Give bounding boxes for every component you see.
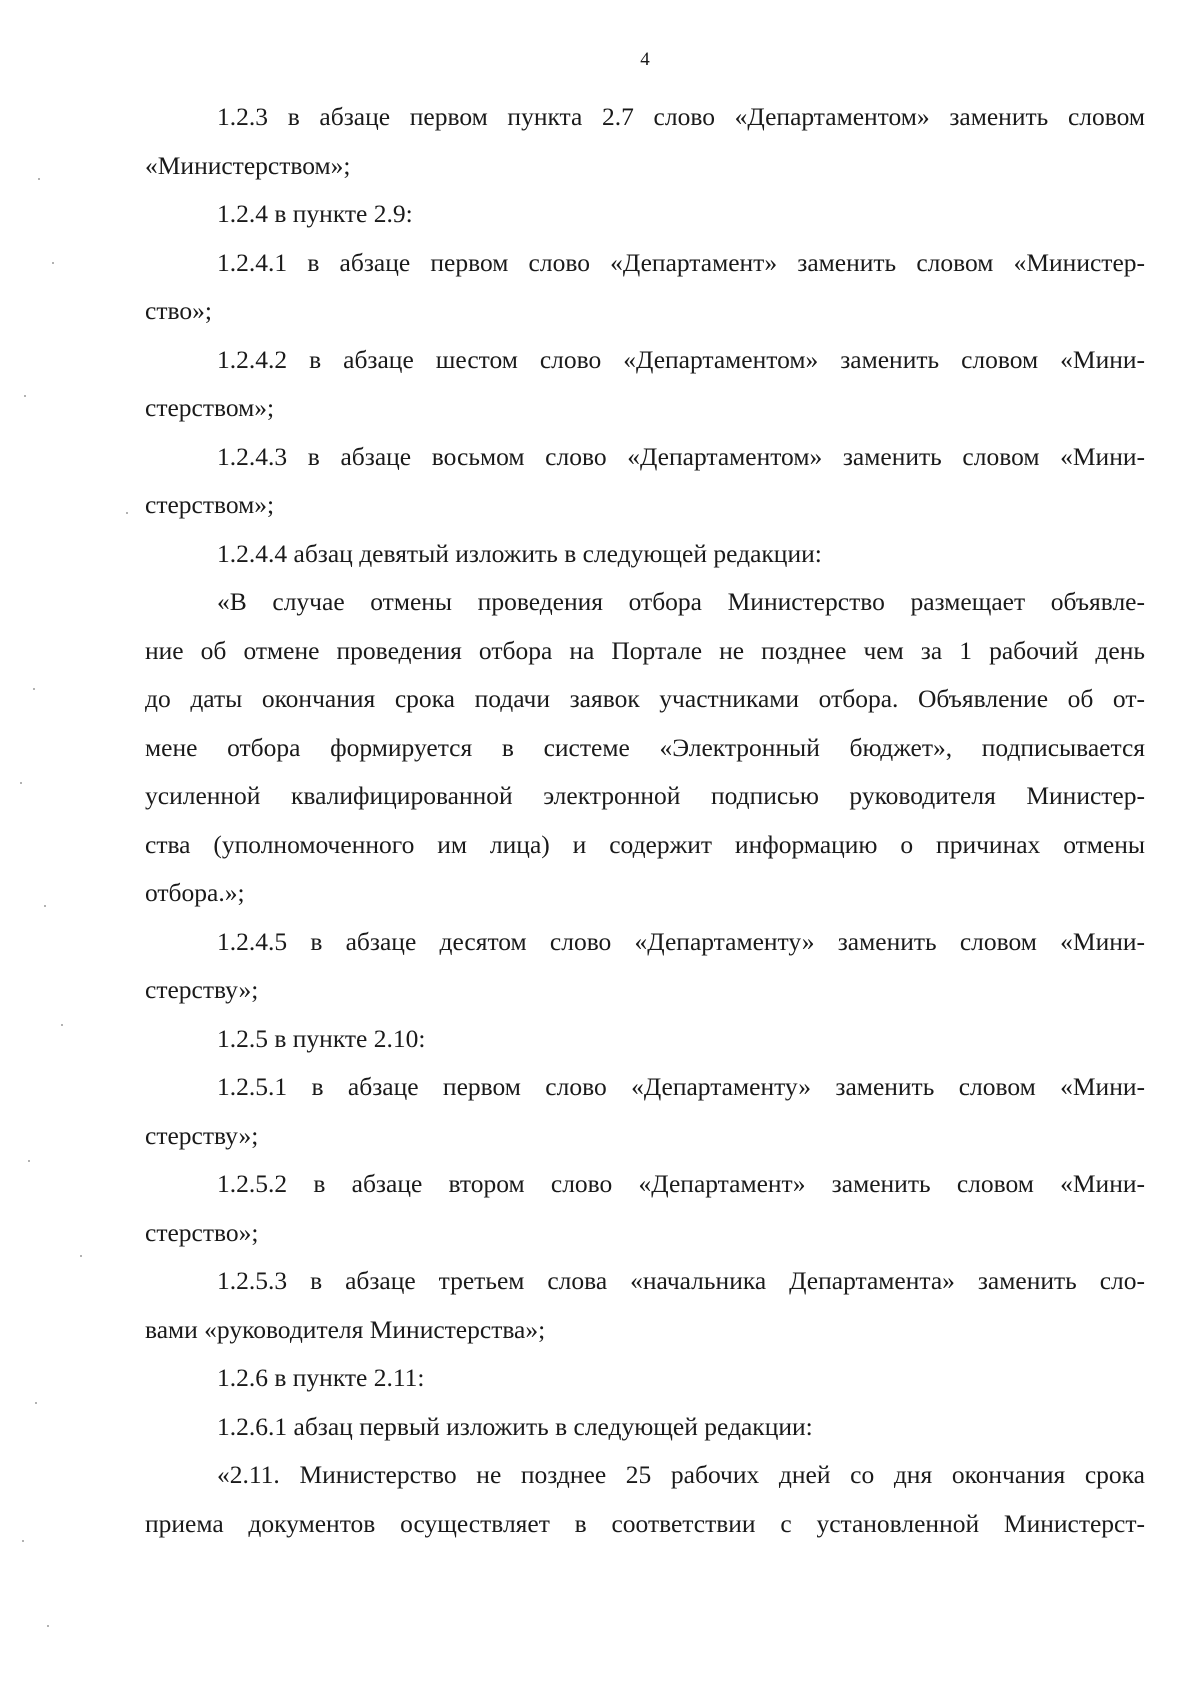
text-line: до даты окончания срока подачи заявок участниками отбора. Объявление об от- xyxy=(145,684,1145,713)
page-number: 4 xyxy=(640,49,650,70)
text-line: 1.2.4.1 в абзаце первом слово «Департамент» заменить словом «Министер- xyxy=(217,247,1145,277)
text-line: 1.2.5 в пункте 2.10: xyxy=(217,1023,426,1053)
text-line: «Министерством»; xyxy=(145,150,351,180)
scan-speck xyxy=(126,512,128,514)
scan-speck xyxy=(22,1540,24,1542)
text-line: 1.2.3 в абзаце первом пункта 2.7 слово «Департаментом» заменить словом xyxy=(217,102,1145,131)
text-line: приема документов осуществляет в соответствии с установленной Министерст- xyxy=(145,1508,1145,1538)
text-line: 1.2.4.5 в абзаце десятом слово «Департаменту» заменить словом «Мини- xyxy=(217,926,1145,956)
text-line: вами «руководителя Министерства»; xyxy=(145,1314,546,1344)
text-line: ства (уполномоченного им лица) и содержит информацию о причинах отмены xyxy=(145,829,1145,859)
text-line: стерство»; xyxy=(145,1217,259,1247)
scan-speck xyxy=(44,905,46,907)
text-line: 1.2.5.1 в абзаце первом слово «Департаменту» заменить словом «Мини- xyxy=(217,1072,1145,1101)
text-line: стерству»; xyxy=(145,1120,259,1150)
text-line: отбора.»; xyxy=(145,878,245,907)
text-line: 1.2.4 в пункте 2.9: xyxy=(217,199,413,228)
text-line: мене отбора формируется в системе «Электронный бюджет», подписывается xyxy=(145,732,1145,762)
text-line: 1.2.4.3 в абзаце восьмом слово «Департаментом» заменить словом «Мини- xyxy=(217,441,1145,471)
text-line: 1.2.5.2 в абзаце втором слово «Департамент» заменить словом «Мини- xyxy=(217,1169,1145,1198)
text-line: ние об отмене проведения отбора на Портале не позднее чем за 1 рабочий день xyxy=(145,635,1145,665)
text-line: «В случае отмены проведения отбора Министерство размещает объявле- xyxy=(217,587,1145,616)
text-line: 1.2.4.4 абзац девятый изложить в следующей редакции: xyxy=(217,538,822,568)
scan-speck xyxy=(20,782,22,784)
scan-speck xyxy=(80,1255,82,1257)
text-line: 1.2.6 в пункте 2.11: xyxy=(217,1363,425,1392)
text-line: стерством»; xyxy=(145,393,275,422)
text-line: 1.2.4.2 в абзаце шестом слово «Департаментом» заменить словом «Мини- xyxy=(217,344,1145,374)
scan-speck xyxy=(33,688,35,690)
text-line: 1.2.5.3 в абзаце третьем слова «начальника Департамента» заменить сло- xyxy=(217,1266,1145,1295)
text-line: «2.11. Министерство не позднее 25 рабочих дней со дня окончания срока xyxy=(217,1460,1145,1489)
text-line: стерством»; xyxy=(145,490,275,519)
document-body xyxy=(145,93,1145,1548)
scan-speck xyxy=(24,395,26,397)
scan-speck xyxy=(28,1160,30,1162)
scan-speck xyxy=(61,1024,63,1026)
text-line: стерству»; xyxy=(145,975,259,1004)
scan-speck xyxy=(35,1402,37,1404)
text-line: 1.2.6.1 абзац первый изложить в следующей редакции: xyxy=(217,1411,813,1441)
scan-speck xyxy=(47,1625,49,1627)
text-line: усиленной квалифицированной электронной подписью руководителя Министер- xyxy=(145,781,1145,810)
text-line: ство»; xyxy=(145,296,212,325)
scan-speck xyxy=(38,178,40,180)
scan-speck xyxy=(52,262,54,264)
